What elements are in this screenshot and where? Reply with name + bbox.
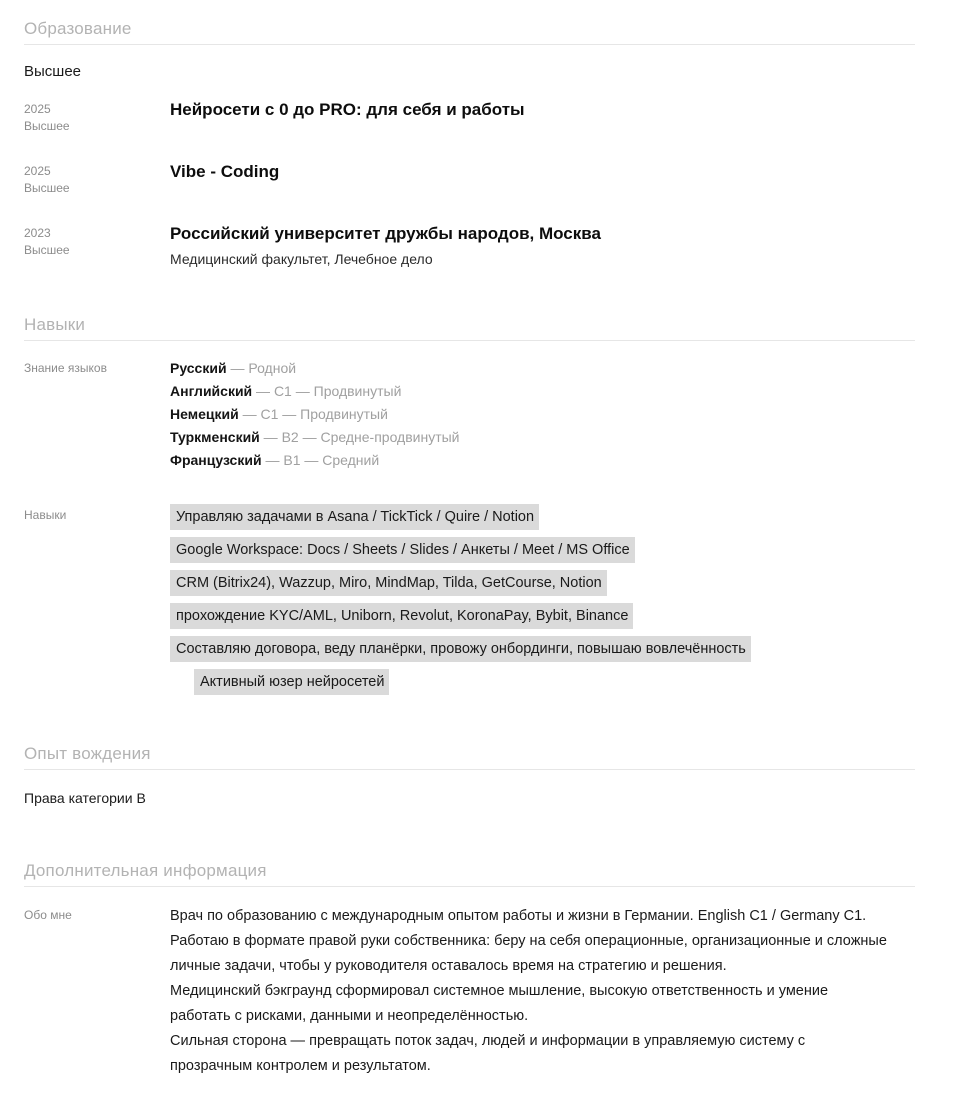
skill-tags-group <box>24 504 956 695</box>
about-paragraph: Врач по образованию с международным опытом работы и жизни в Германии. English C1 / Germany C1. <box>170 908 867 924</box>
skill-tag[interactable]: Активный юзер нейросетей <box>194 669 389 695</box>
education-entry-meta <box>24 222 170 259</box>
education-entry-level: Высшее <box>24 119 70 133</box>
language-name: Туркменский <box>170 429 260 445</box>
skill-tag-row <box>170 603 956 629</box>
education-entry-body <box>170 160 956 183</box>
skill-tag-row <box>170 636 956 662</box>
language-item <box>170 380 956 403</box>
education-entry-title: Нейросети с 0 до PRO: для себя и работы <box>170 100 525 119</box>
education-entry-subtitle: Медицинский факультет, Лечебное дело <box>170 251 433 267</box>
education-entry-meta <box>24 98 170 135</box>
section-divider-education <box>24 44 915 45</box>
languages-label: Знание языков <box>24 361 107 375</box>
language-level: — Родной <box>226 360 297 376</box>
education-entry <box>24 160 956 197</box>
about-paragraph: Сильная сторона — превращать поток задач, людей и информации в управляемую систему с прозрачным контролем и результатом. <box>170 1033 806 1074</box>
skill-tag[interactable]: Google Workspace: Docs / Sheets / Slides / Анкеты / Meet / MS Office <box>170 537 635 563</box>
education-entry-level: Высшее <box>24 181 70 195</box>
education-level-heading: Высшее <box>24 63 82 80</box>
education-entry-body <box>170 222 956 270</box>
language-level: — B1 — Средний <box>261 452 380 468</box>
driving-license-value: Права категории B <box>24 790 146 806</box>
language-level: — C1 — Продвинутый <box>238 406 388 422</box>
languages-group <box>24 357 956 472</box>
skill-tag[interactable]: CRM (Bitrix24), Wazzup, Miro, MindMap, Tilda, GetCourse, Notion <box>170 570 607 596</box>
skills-label: Навыки <box>24 508 67 522</box>
skill-tag[interactable]: прохождение KYC/AML, Uniborn, Revolut, KoronaPay, Bybit, Binance <box>170 603 633 629</box>
language-name: Немецкий <box>170 406 239 422</box>
education-entry-title: Российский университет дружбы народов, Москва <box>170 224 601 243</box>
about-label: Обо мне <box>24 908 72 922</box>
skill-tags-list <box>170 504 956 695</box>
section-title-driving: Опыт вождения <box>24 744 151 763</box>
skill-tag-row <box>170 504 956 530</box>
skill-tag-row <box>170 669 956 695</box>
language-name: Русский <box>170 360 227 376</box>
language-name: Французский <box>170 452 262 468</box>
skill-tag-row <box>170 570 956 596</box>
education-entry-year: 2023 <box>24 226 51 240</box>
section-divider-additional <box>24 886 915 887</box>
section-title-additional: Дополнительная информация <box>24 861 267 880</box>
language-level: — B2 — Средне-продвинутый <box>259 429 460 445</box>
about-paragraph: Медицинский бэкграунд сформировал системное мышление, высокую ответственность и умение работать с рисками, данными и неопределённостью. <box>170 983 829 1024</box>
education-entry-title: Vibe - Coding <box>170 162 280 181</box>
language-item <box>170 357 956 380</box>
education-list <box>24 98 956 270</box>
language-item <box>170 426 956 449</box>
skill-tag[interactable]: Составляю договора, веду планёрки, провожу онбординги, повышаю вовлечённость <box>170 636 751 662</box>
section-divider-skills <box>24 340 915 341</box>
education-entry-meta <box>24 160 170 197</box>
skill-tag-row <box>170 537 956 563</box>
about-text <box>170 904 890 1079</box>
education-entry-body <box>170 98 956 121</box>
language-item <box>170 403 956 426</box>
skill-tag[interactable]: Управляю задачами в Asana / TickTick / Quire / Notion <box>170 504 539 530</box>
section-education <box>0 0 980 270</box>
section-title-skills: Навыки <box>24 315 86 334</box>
education-entry-year: 2025 <box>24 102 51 116</box>
education-entry <box>24 98 956 135</box>
section-additional-information <box>0 808 980 1109</box>
language-item <box>170 449 956 472</box>
section-divider-driving <box>24 769 915 770</box>
education-entry-level: Высшее <box>24 243 70 257</box>
section-skills <box>0 270 980 695</box>
education-entry-year: 2025 <box>24 164 51 178</box>
section-title-education: Образование <box>24 19 132 38</box>
languages-list <box>170 357 956 472</box>
about-group <box>24 904 956 1079</box>
language-name: Английский <box>170 383 253 399</box>
education-entry <box>24 222 956 270</box>
language-level: — C1 — Продвинутый <box>252 383 402 399</box>
about-paragraph: Работаю в формате правой руки собственника: беру на себя операционные, организационные и сложные личные задачи, чтобы у руководителя оставалось время на стратегию и решения. <box>170 933 887 974</box>
section-driving-experience <box>0 695 980 808</box>
